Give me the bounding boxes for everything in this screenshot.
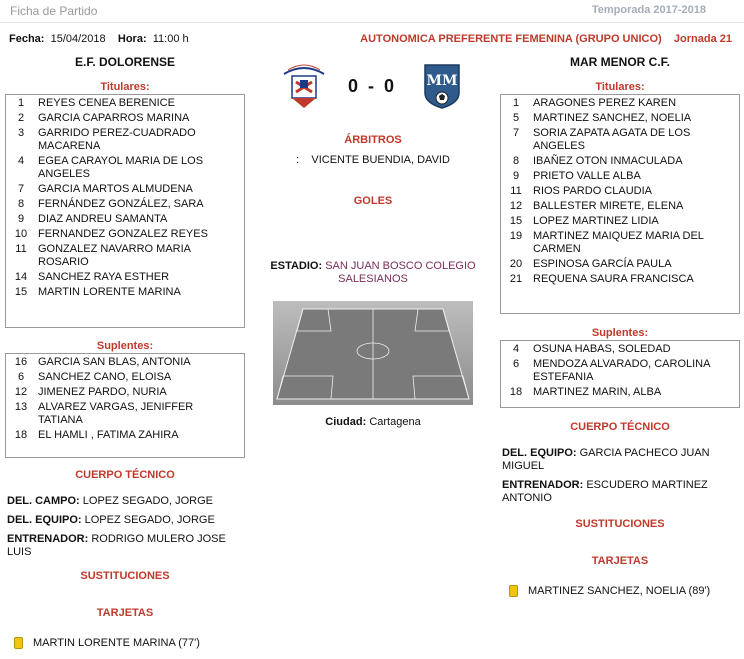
player-name: SORIA ZAPATA AGATA DE LOS ANGELES <box>533 127 691 152</box>
player-row <box>6 356 244 369</box>
player-number: 8 <box>17 198 25 210</box>
player-row <box>501 185 739 198</box>
staff-role: DEL. CAMPO: <box>7 495 80 507</box>
city <box>273 416 473 428</box>
staff-row <box>7 533 243 559</box>
home-substitutes-list <box>5 353 245 458</box>
home-titulares-label: Titulares: <box>100 81 150 93</box>
staff-role: ENTRENADOR: <box>502 479 584 491</box>
player-name: BALLESTER MIRETE, ELENA <box>533 200 684 212</box>
player-number: 1 <box>512 97 520 109</box>
player-name: REYES CENEA BERENICE <box>38 97 175 109</box>
card-player: MARTIN LORENTE MARINA (77') <box>33 637 200 649</box>
player-name: GARRIDO PEREZ-CUADRADO MACARENA <box>38 127 196 152</box>
player-number: 5 <box>512 112 520 124</box>
home-sustituciones-label: SUSTITUCIONES <box>80 570 170 582</box>
card-player: MARTINEZ SANCHEZ, NOELIA (89') <box>528 585 711 597</box>
staff-name: RODRIGO MULERO JOSE LUIS <box>7 533 226 558</box>
player-name: ALVAREZ VARGAS, JENIFFER TATIANA <box>38 401 194 426</box>
player-name: JIMENEZ PARDO, NURIA <box>38 386 167 398</box>
away-cards <box>509 585 744 598</box>
player-name: GONZALEZ NAVARRO MARIA ROSARIO <box>38 243 191 268</box>
staff-name: GARCIA PACHECO JUAN MIGUEL <box>502 447 710 472</box>
player-number: 7 <box>17 183 25 195</box>
player-name: MARTINEZ SANCHEZ, NOELIA <box>533 112 692 124</box>
stadium <box>262 260 484 286</box>
yellow-card-icon <box>14 637 23 649</box>
jornada: Jornada 21 <box>673 33 732 45</box>
scoreboard <box>348 76 394 97</box>
match-date-time <box>9 33 189 45</box>
player-name: PRIETO VALLE ALBA <box>533 170 641 182</box>
away-starters-list <box>500 94 740 314</box>
staff-name: LOPEZ SEGADO, JORGE <box>79 495 213 507</box>
player-number: 11 <box>510 185 522 197</box>
player-number: 16 <box>14 356 28 368</box>
score-separator: - <box>368 76 375 96</box>
referee-name: VICENTE BUENDIA, DAVID <box>311 154 450 166</box>
yellow-card-icon <box>509 585 518 597</box>
player-row <box>6 286 244 299</box>
player-number: 20 <box>509 258 523 270</box>
away-tarjetas-label: TARJETAS <box>591 555 649 567</box>
player-number: 9 <box>512 170 520 182</box>
hora-label: Hora: <box>117 33 147 45</box>
home-cards <box>14 637 250 650</box>
player-name: FERNANDEZ GONZALEZ REYES <box>38 228 208 240</box>
home-starters-list <box>5 94 245 328</box>
referee <box>273 154 473 166</box>
player-row <box>501 230 739 256</box>
player-number: 9 <box>17 213 25 225</box>
player-name: SANCHEZ RAYA ESTHER <box>38 271 170 283</box>
player-row <box>501 170 739 183</box>
player-number: 10 <box>14 228 28 240</box>
away-titulares-label: Titulares: <box>595 81 645 93</box>
player-row <box>501 112 739 125</box>
home-team-name: E.F. DOLORENSE <box>74 55 175 69</box>
player-name: LOPEZ MARTINEZ LIDIA <box>533 215 659 227</box>
player-number: 1 <box>17 97 25 109</box>
player-row <box>501 127 739 153</box>
staff-name: LOPEZ SEGADO, JORGE <box>81 514 215 526</box>
staff-role: ENTRENADOR: <box>7 533 89 545</box>
player-row <box>6 97 244 110</box>
player-name: IBAÑEZ OTON INMACULADA <box>533 155 683 167</box>
player-name: DIAZ ANDREU SAMANTA <box>38 213 168 225</box>
player-number: 8 <box>512 155 520 167</box>
player-name: MARTINEZ MAIQUEZ MARIA DEL CARMEN <box>533 230 704 255</box>
player-row <box>6 155 244 181</box>
top-bar <box>0 0 744 23</box>
player-number: 18 <box>509 386 523 398</box>
player-row <box>6 371 244 384</box>
staff-row <box>502 479 738 505</box>
player-number: 21 <box>509 273 523 285</box>
player-row <box>501 200 739 213</box>
away-logo-text: MM <box>426 73 458 89</box>
away-sustituciones-label: SUSTITUCIONES <box>575 518 665 530</box>
player-name: RIOS PARDO CLAUDIA <box>533 185 652 197</box>
away-cuerpo-label: CUERPO TÉCNICO <box>570 421 670 433</box>
player-row <box>501 215 739 228</box>
player-name: REQUENA SAURA FRANCISCA <box>533 273 694 285</box>
player-name: OSUNA HABAS, SOLEDAD <box>533 343 671 355</box>
player-row <box>6 228 244 241</box>
player-row <box>501 273 739 286</box>
player-number: 3 <box>17 127 25 139</box>
ciudad-name: Cartagena <box>369 416 421 428</box>
away-score: 0 <box>384 76 395 96</box>
estadio-name: SAN JUAN BOSCO COLEGIO SALESIANOS <box>325 260 476 285</box>
player-row <box>501 343 739 356</box>
home-suplentes-label: Suplentes: <box>96 340 154 352</box>
away-team-name: MAR MENOR C.F. <box>570 55 670 69</box>
player-number: 11 <box>15 243 27 255</box>
player-number: 13 <box>14 401 28 413</box>
ciudad-label: Ciudad: <box>325 416 367 428</box>
season-label: Temporada 2017-2018 <box>591 4 706 16</box>
player-row <box>6 271 244 284</box>
player-row <box>6 112 244 125</box>
arbitro-separator: : <box>296 154 300 166</box>
player-number: 19 <box>509 230 523 242</box>
player-number: 18 <box>14 429 28 441</box>
staff-row <box>502 447 738 473</box>
away-suplentes-label: Suplentes: <box>591 327 649 339</box>
player-name: EL HAMLI , FATIMA ZAHIRA <box>38 429 179 441</box>
staff-row <box>7 495 243 508</box>
staff-name: ESCUDERO MARTINEZ ANTONIO <box>502 479 708 504</box>
player-row <box>501 358 739 384</box>
home-cuerpo-label: CUERPO TÉCNICO <box>75 469 175 481</box>
staff-row <box>7 514 243 527</box>
fecha-label: Fecha: <box>9 33 45 45</box>
home-tarjetas-label: TARJETAS <box>96 607 154 619</box>
player-row <box>6 243 244 269</box>
player-name: SANCHEZ CANO, ELOISA <box>38 371 172 383</box>
football-pitch-image <box>273 301 473 405</box>
card-row <box>14 637 250 650</box>
hora-value: 11:00 h <box>152 33 189 45</box>
player-row <box>6 198 244 211</box>
player-name: FERNÁNDEZ GONZÁLEZ, SARA <box>38 198 204 210</box>
competition-info <box>360 33 732 45</box>
fecha-value: 15/04/2018 <box>50 33 106 45</box>
staff-role: DEL. EQUIPO: <box>7 514 82 526</box>
estadio-label: ESTADIO: <box>270 260 323 272</box>
player-name: ARAGONES PEREZ KAREN <box>533 97 677 109</box>
player-number: 6 <box>17 371 25 383</box>
player-row <box>501 97 739 110</box>
away-team-logo <box>423 63 461 109</box>
player-number: 6 <box>512 358 520 370</box>
card-row <box>509 585 744 598</box>
player-number: 2 <box>17 112 25 124</box>
player-number: 4 <box>512 343 520 355</box>
player-name: MARTIN LORENTE MARINA <box>38 286 181 298</box>
player-row <box>6 429 244 442</box>
staff-role: DEL. EQUIPO: <box>502 447 577 459</box>
home-staff <box>7 495 243 565</box>
player-row <box>501 155 739 168</box>
player-number: 12 <box>509 200 523 212</box>
away-substitutes-list <box>500 340 740 408</box>
arbitros-label: ÁRBITROS <box>344 134 402 146</box>
home-team-logo <box>278 60 330 112</box>
player-row <box>6 183 244 196</box>
player-number: 15 <box>509 215 523 227</box>
player-row <box>6 127 244 153</box>
player-name: GARCIA MARTOS ALMUDENA <box>38 183 193 195</box>
player-name: MARTINEZ MARIN, ALBA <box>533 386 662 398</box>
player-number: 4 <box>17 155 25 167</box>
player-number: 7 <box>512 127 520 139</box>
competition-name: AUTONOMICA PREFERENTE FEMENINA (GRUPO UNICO) <box>360 33 662 45</box>
player-number: 14 <box>14 271 28 283</box>
player-row <box>501 258 739 271</box>
player-row <box>6 401 244 427</box>
goles-label: GOLES <box>353 195 393 207</box>
player-row <box>501 386 739 399</box>
away-staff <box>502 447 738 511</box>
player-number: 15 <box>14 286 28 298</box>
player-row <box>6 386 244 399</box>
page-title: Ficha de Partido <box>10 4 98 18</box>
player-name: EGEA CARAYOL MARIA DE LOS ANGELES <box>38 155 204 180</box>
player-name: GARCIA CAPARROS MARINA <box>38 112 190 124</box>
player-row <box>6 213 244 226</box>
player-number: 12 <box>14 386 28 398</box>
player-name: MENDOZA ALVARADO, CAROLINA ESTEFANIA <box>533 358 710 383</box>
player-name: ESPINOSA GARCÍA PAULA <box>533 258 672 270</box>
home-score: 0 <box>348 76 359 96</box>
player-name: GARCIA SAN BLAS, ANTONIA <box>38 356 191 368</box>
